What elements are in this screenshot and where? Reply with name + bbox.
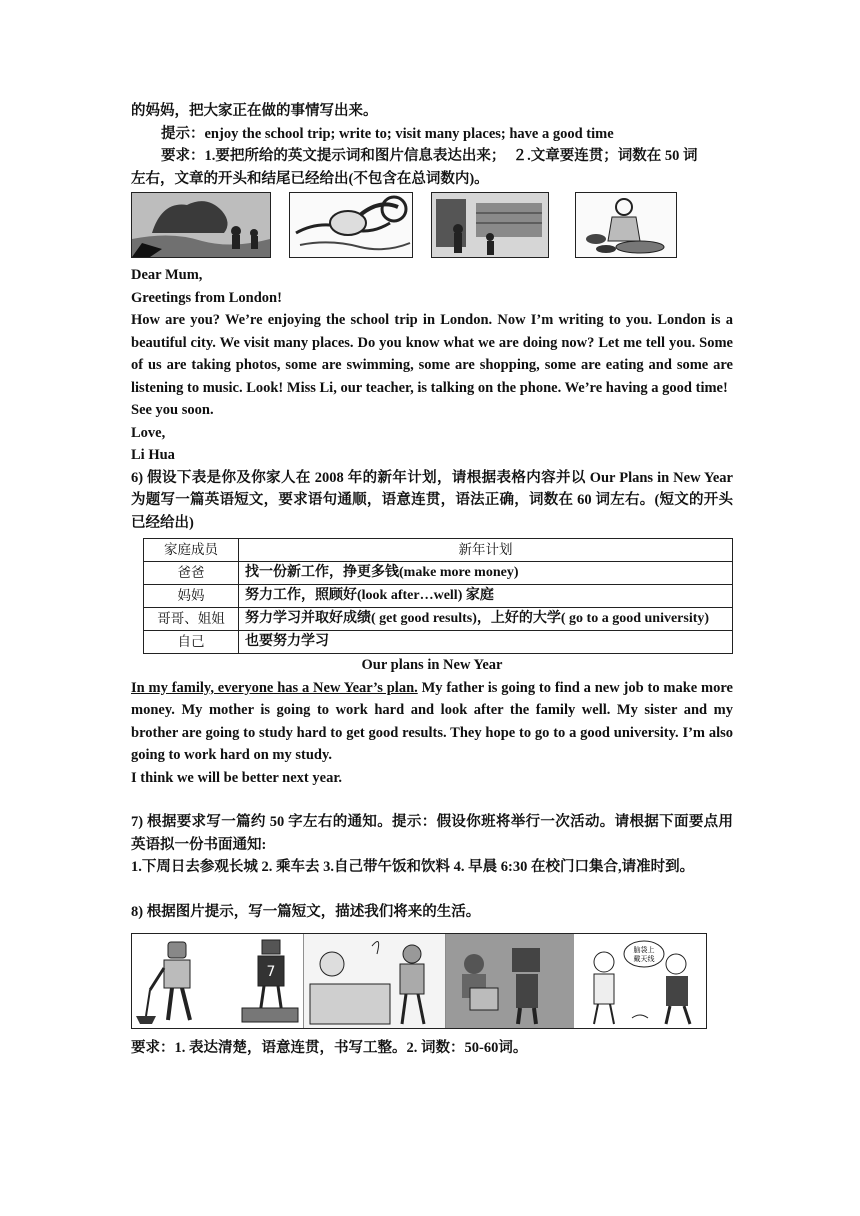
table-row (144, 631, 733, 654)
question-7-points: 1.下周日去参观长城 2. 乘车去 3.自己带午饭和饮料 4. 早晨 6:30 在校门口集合,请准时到。 (131, 859, 695, 875)
robot-carrying-box-picture (446, 934, 574, 1028)
table-header-plan: 新年计划 (239, 539, 733, 562)
table-row (144, 608, 733, 631)
question-8-prompt: 8) 根据图片提示，写一篇短文，描述我们将来的生活。 (131, 903, 481, 920)
question-7-prompt: 7) 根据要求写一篇约 50 字左右的通知。提示：假设你班将举行一次活动。请根据下面要点用英语拟一份书面通知: (131, 814, 733, 853)
school-trip-pictures (131, 192, 733, 258)
robot-caring-picture (304, 934, 446, 1028)
essay-ending: I think we will be better next year. (131, 769, 343, 786)
letter-closing-2: Love, (131, 424, 166, 441)
table-cell-plan: 努力学习并取好成绩( get good results)，上好的大学( go to a good university) (239, 608, 733, 631)
letter-closing-1: See you soon. (131, 402, 214, 418)
letter-greeting: Greetings from London! (131, 289, 282, 306)
table-cell-member: 爸爸 (144, 562, 239, 585)
letter-body: How are you? We’re enjoying the school trip in London. Now I’m writing to you. London is a beautiful city. We visit many places. Do you know what we are doing now? Let me tell you. Some of us are taking photos, some are swimming, some are shopping, some are eating and some are listening to music. Look! Miss Li, our teacher, is talking on the phone. We’re having a good time! (131, 312, 733, 396)
robot-chest-number: 7 (266, 964, 276, 980)
essay-opening: In my family, everyone has a New Year’s plan. (131, 679, 418, 696)
requirement-line-1: 要求：1.要把所给的英文提示词和图片信息表达出来； ２.文章要连贯；词数在 50 词 (161, 148, 698, 164)
intro-line: 的妈妈，把大家正在做的事情写出来。 (131, 103, 378, 119)
eating-picture (575, 192, 677, 258)
table-header-member: 家庭成员 (144, 539, 239, 562)
letter-salutation: Dear Mum, (131, 267, 203, 283)
new-year-plan-table (143, 538, 733, 654)
table-header-row (144, 539, 733, 562)
table-cell-member: 妈妈 (144, 585, 239, 608)
table-cell-plan: 找一份新工作，挣更多钱(make more money) (239, 562, 733, 585)
table-row (144, 585, 733, 608)
essay-body: My father is going to find a new job to make more money. My mother is going to work hard and look after the family well. My sister and my brother are going to study hard to get good results. They hope to go to a good university. I’m also going to work hard on my study. (131, 679, 733, 763)
table-cell-plan: 也要努力学习 (239, 631, 733, 654)
essay-title: Our plans in New Year (361, 657, 503, 673)
table-cell-plan: 努力工作，照顾好(look after…well) 家庭 (239, 585, 733, 608)
table-cell-member: 哥哥、姐姐 (144, 608, 239, 631)
letter-signature: Li Hua (131, 447, 175, 463)
swimming-picture (289, 192, 413, 258)
future-life-pictures (131, 933, 707, 1029)
sign-text-2: 戴天线 (633, 955, 655, 963)
question-6-prompt: 6) 假设下表是你及你家人在 2008 年的新年计划，请根据表格内容并以 Our Plans in New Year 为题写一篇英语短文，要求语句通顺，语意连贯，语法正确，词数在 60 词左右。(短文的开头已经给出) (131, 469, 733, 531)
photo-taking-picture (131, 192, 271, 258)
table-row (144, 562, 733, 585)
shopping-picture (431, 192, 549, 258)
essay-paragraph (131, 677, 733, 767)
requirement-line-2: 左右，文章的开头和结尾已经给出(不包含在总词数内)。 (131, 170, 489, 187)
question-8-requirements: 要求：1. 表达清楚，语意连贯，书写工整。2. 词数：50-60词。 (131, 1040, 528, 1056)
worksheet-page (131, 100, 733, 1060)
table-cell-member: 自己 (144, 631, 239, 654)
sign-text-1: 脑袋上 (633, 946, 655, 954)
hint-line: 提示：enjoy the school trip; write to; visit many places; have a good time (161, 125, 614, 142)
